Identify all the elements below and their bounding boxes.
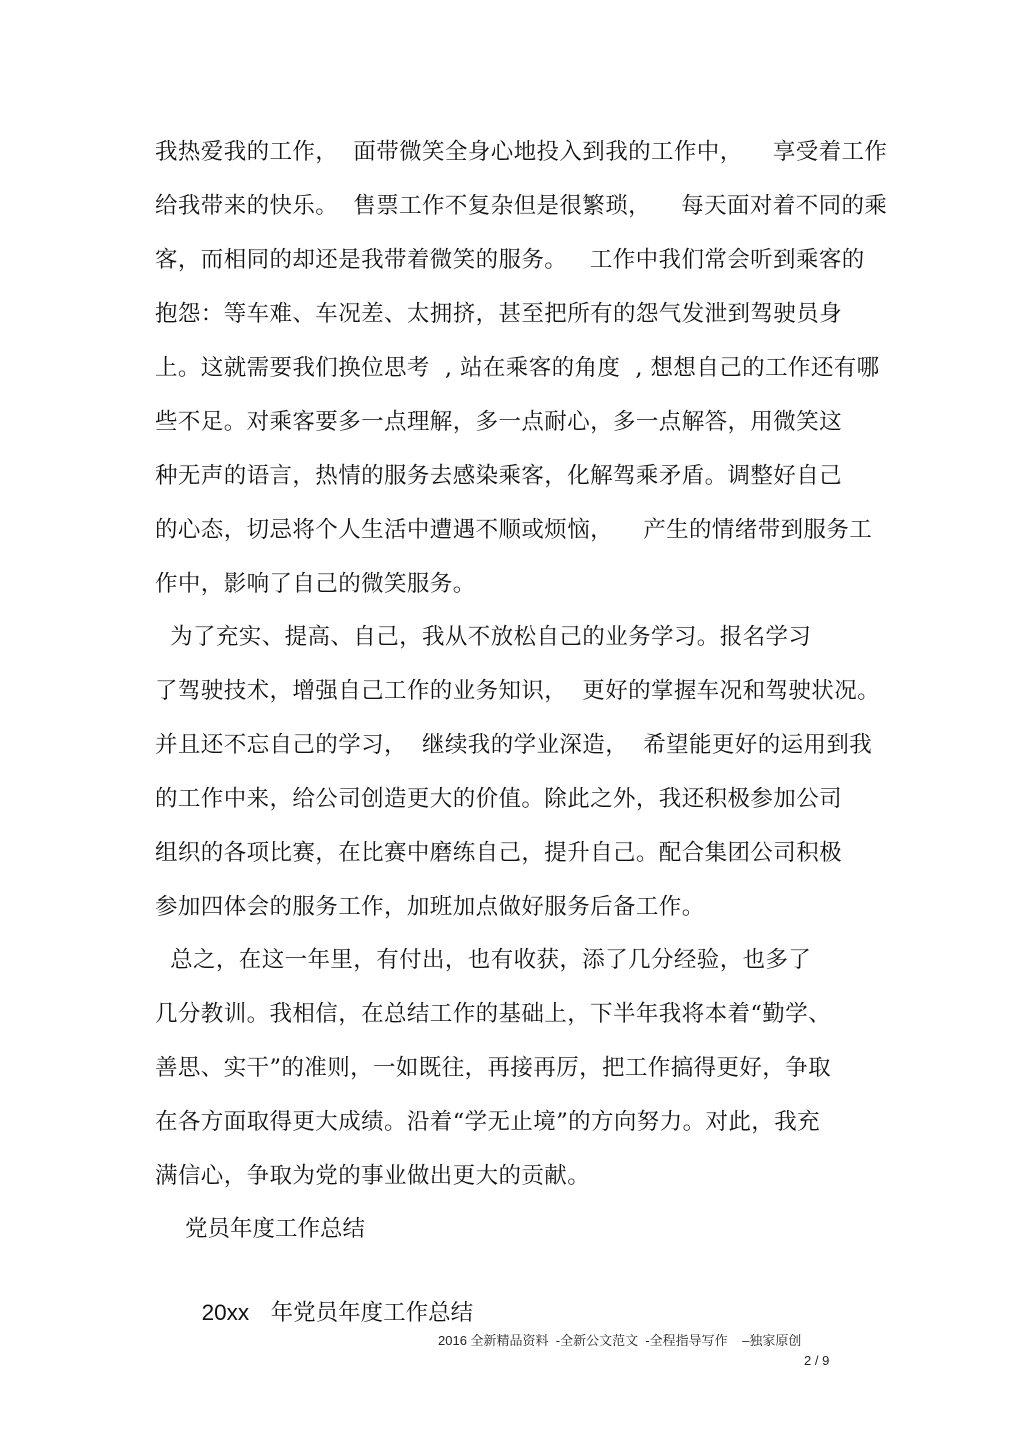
body-line: 给我带来的快乐。 售票工作不复杂但是很繁琐， 每天面对着不同的乘 — [155, 193, 888, 219]
body-line: 并且还不忘自己的学习， 继续我的学业深造， 希望能更好的运用到我 — [155, 732, 873, 758]
title-year: 20xx — [201, 1300, 250, 1325]
page-number: 2 / 9 — [804, 1353, 830, 1368]
body-line: 些不足。对乘客要多一点理解，多一点耐心，多一点解答，用微笑这 — [155, 409, 843, 435]
body-line: 总之，在这一年里，有付出，也有收获，添了几分经验，也多了 — [155, 947, 812, 973]
document-title — [173, 1268, 473, 1358]
body-line: 作中，影响了自己的微笑服务。 — [155, 571, 476, 597]
body-line: 善思、实干”的准则，一如既往，再接再厉，把工作搞得更好，争取 — [155, 1055, 832, 1081]
body-line: 了驾驶技术，增强自己工作的业务知识， 更好的掌握车况和驾驶状况。 — [155, 678, 881, 704]
body-line: 几分教训。我相信，在总结工作的基础上，下半年我将本着“勤学、 — [155, 1001, 832, 1027]
body-line: 在各方面取得更大成绩。沿着“学无止境”的方向努力。对此，我充 — [155, 1109, 821, 1135]
body-line: 我热爱我的工作， 面带微笑全身心地投入到我的工作中， 享受着工作 — [155, 139, 888, 165]
body-line: 组织的各项比赛，在比赛中磨练自己，提升自己。配合集团公司积极 — [155, 840, 843, 866]
body-line: 种无声的语言，热情的服务去感染乘客，化解驾乘矛盾。调整好自己 — [155, 463, 843, 489]
body-line: 参加四体会的服务工作，加班加点做好服务后备工作。 — [155, 894, 705, 920]
footer-tagline: 2016 全新精品资料 -全新公文范文 -全程指导写作 –独家原创 — [438, 1333, 802, 1348]
body-line: 为了充实、提高、自己，我从不放松自己的业务学习。报名学习 — [155, 624, 812, 650]
body-line: 的工作中来，给公司创造更大的价值。除此之外，我还积极参加公司 — [155, 786, 843, 812]
body-line: 的心态，切忌将个人生活中遭遇不顺或烦恼， 产生的情绪带到服务工 — [155, 517, 873, 543]
body-line: 满信心，争取为党的事业做出更大的贡献。 — [155, 1163, 591, 1189]
body-line: 抱怨：等车难、车况差、太拥挤，甚至把所有的怨气发泄到驾驶员身 — [155, 301, 843, 327]
body-line: 上。这就需要我们换位思考 , 站在乘客的角度 , 想想自己的工作还有哪 — [155, 355, 880, 381]
title-text: 年党员年度工作总结 — [270, 1300, 474, 1326]
section-heading: 党员年度工作总结 — [185, 1216, 366, 1242]
body-line: 客，而相同的却还是我带着微笑的服务。 工作中我们常会听到乘客的 — [155, 247, 865, 273]
